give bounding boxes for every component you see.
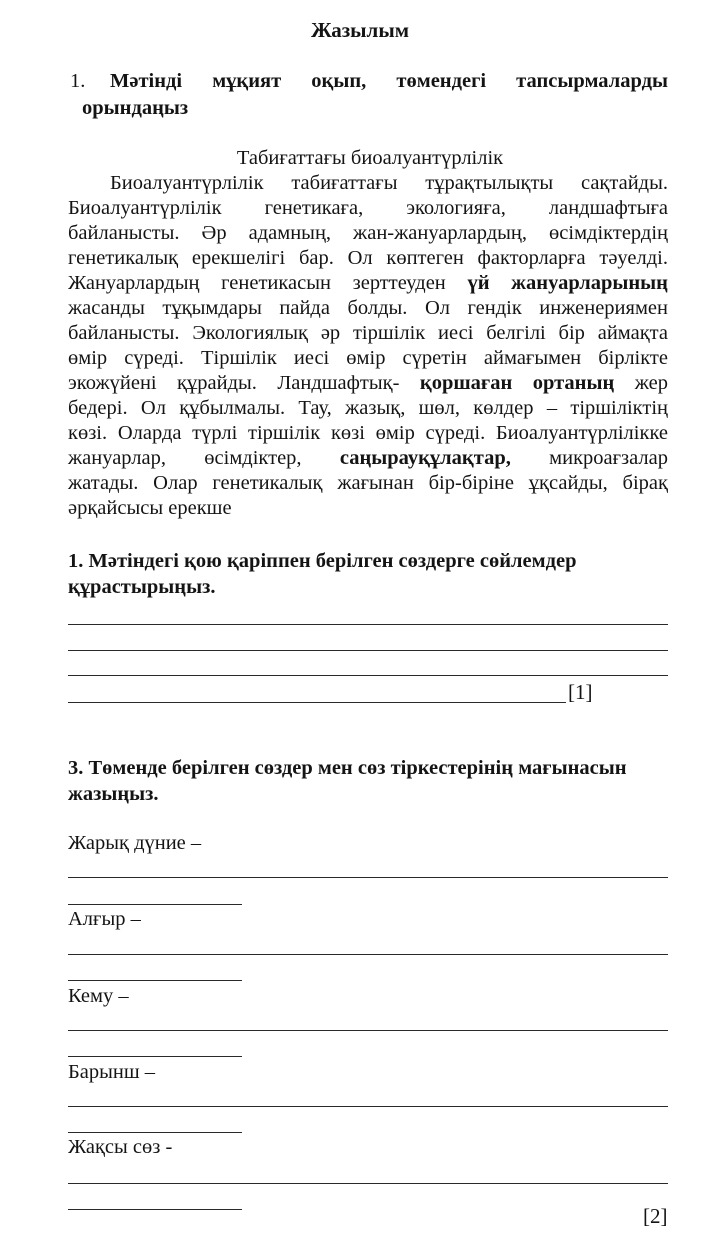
question-1: 1. Мәтіндегі қою қаріппен берілген сөздерге сөйлемдер xyxy=(68,550,577,572)
bold-term: үй жануарларының xyxy=(467,272,668,294)
score-mark: [2] xyxy=(643,1204,668,1228)
vocab-item: Жарық дүние – xyxy=(68,832,202,854)
answer-line[interactable] xyxy=(68,702,566,703)
passage-line: Биоалуантүрлілік табиғаттағы тұрақтылықты сақтайды. xyxy=(110,172,668,194)
passage-line: Биоалуантүрлілік генетикаға, экологияға, ландшафтыға xyxy=(68,197,668,219)
answer-line[interactable] xyxy=(68,980,242,981)
passage-line: байланысты. Экологиялық әр тіршілік иесі белгілі бір аймақта xyxy=(68,322,668,344)
passage-line xyxy=(68,447,668,470)
answer-line[interactable] xyxy=(68,954,668,955)
answer-line[interactable] xyxy=(68,877,668,878)
task-instruction: Мәтінді мұқият оқып, төмендегі тапсырмаларды xyxy=(110,70,668,92)
passage-line: өмір сүреді. Тіршілік иесі өмір сүретін аймағымен бірлікте xyxy=(68,347,668,369)
passage-line: бедері. Ол құбылмалы. Тау, жазық, шөл, көлдер – тіршіліктің xyxy=(68,397,668,419)
passage-text: экожүйені құрайды. Ландшафтық- xyxy=(68,372,420,394)
answer-line[interactable] xyxy=(68,1209,242,1210)
question-3: 3. Төменде берілген сөздер мен сөз тіркестерінің мағынасын xyxy=(68,757,627,779)
passage-text: жер xyxy=(614,372,668,394)
score-mark: [1] xyxy=(568,680,593,704)
answer-line[interactable] xyxy=(68,904,242,905)
answer-line[interactable] xyxy=(68,675,668,676)
answer-line[interactable] xyxy=(68,650,668,651)
question-1-cont: құрастырыңыз. xyxy=(68,576,216,598)
passage-line: генетикалық ерекшелігі бар. Ол көптеген факторларға тәуелді. xyxy=(68,247,668,269)
answer-line[interactable] xyxy=(68,1132,242,1133)
task-number: 1. xyxy=(70,70,86,92)
answer-line[interactable] xyxy=(68,1056,242,1057)
bold-term: қоршаған ортаның xyxy=(419,372,615,394)
passage-line: жатады. Олар генетикалық жағынан бір-біріне ұқсайды, бірақ xyxy=(68,472,668,494)
passage-line xyxy=(68,372,668,395)
answer-line[interactable] xyxy=(68,1106,668,1107)
passage-line: көзі. Оларда түрлі тіршілік көзі өмір сүреді. Биоалуантүрлілікке xyxy=(68,422,668,444)
passage-line: жасанды тұқымдары пайда болды. Ол гендік инженериямен xyxy=(68,297,668,319)
answer-line[interactable] xyxy=(68,624,668,625)
answer-line[interactable] xyxy=(68,1030,668,1031)
vocab-item: Барынш – xyxy=(68,1061,156,1083)
vocab-item: Жақсы сөз - xyxy=(68,1136,173,1158)
question-3-cont: жазыңыз. xyxy=(68,783,159,805)
passage-title: Табиғаттағы биоалуантүрлілік xyxy=(236,147,504,169)
passage-text: Жануарлардың генетикасын зерттеуден xyxy=(68,272,468,294)
vocab-item: Алғыр – xyxy=(68,908,141,930)
bold-term: саңырауқұлақтар, xyxy=(339,447,511,469)
vocab-item: Кему – xyxy=(68,985,129,1007)
passage-line: әрқайсысы ерекше xyxy=(68,497,232,519)
passage-text: жануарлар, өсімдіктер, xyxy=(68,447,340,469)
task-instruction-cont: орындаңыз xyxy=(82,97,189,119)
answer-line[interactable] xyxy=(68,1183,668,1184)
page-heading: Жазылым xyxy=(310,18,410,42)
passage-line xyxy=(68,272,668,295)
passage-text: микроағзалар xyxy=(510,447,668,469)
passage-line: байланысты. Әр адамның, жан-жануарлардың, өсімдіктердің xyxy=(68,222,668,244)
